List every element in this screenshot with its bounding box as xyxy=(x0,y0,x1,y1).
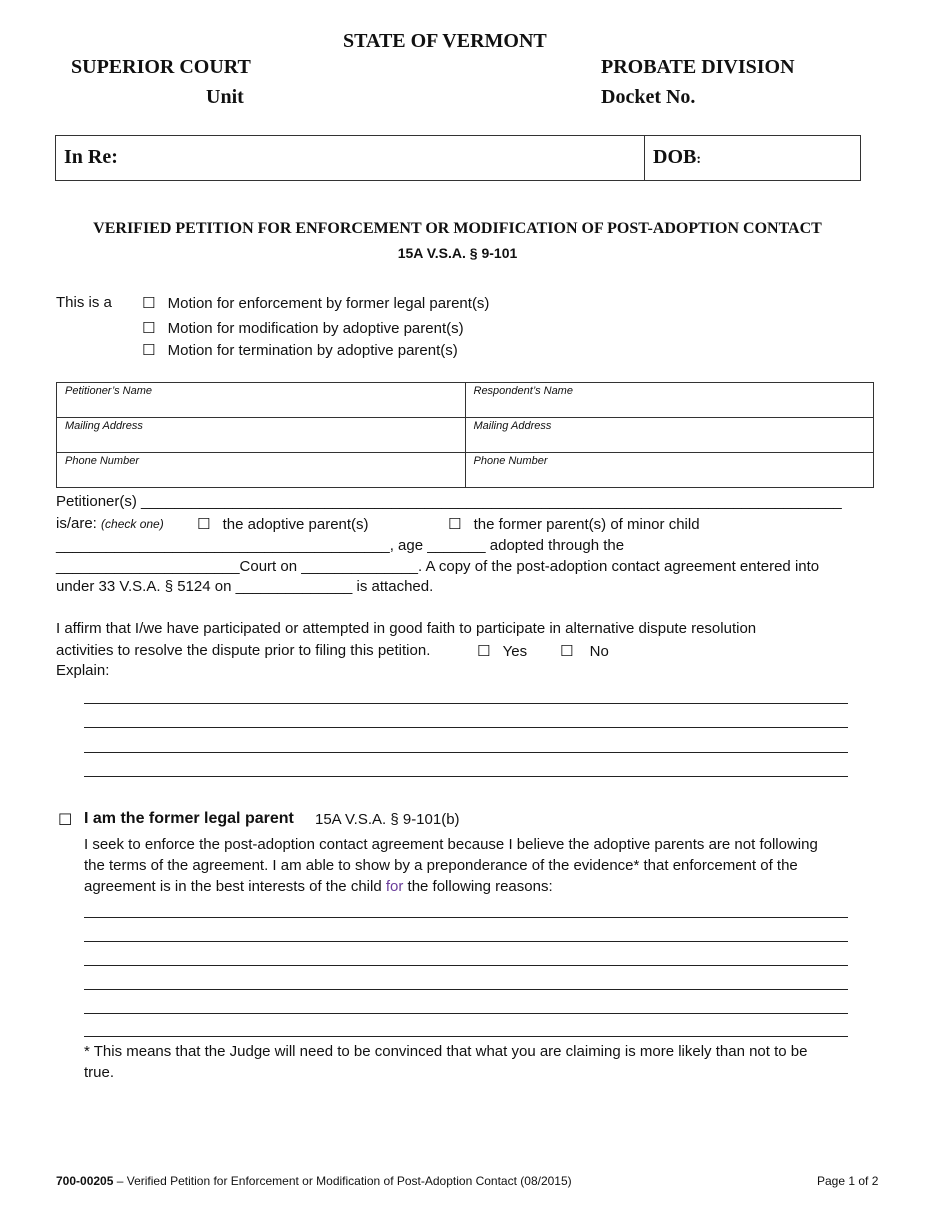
caption-box xyxy=(55,135,861,181)
motion-option-termination[interactable] xyxy=(142,341,458,359)
checkbox-icon[interactable]: ☐ xyxy=(142,319,156,337)
in-re-label: In Re: xyxy=(64,146,118,168)
para-text-for: for xyxy=(385,878,404,895)
motion-option-enforcement[interactable] xyxy=(142,294,489,312)
para-text: agreement is in the best interests of the child xyxy=(84,878,382,895)
reason-line[interactable] xyxy=(84,1036,848,1037)
form-title: – Verified Petition for Enforcement or Modification of Post-Adoption Contact (08/2015) xyxy=(113,1174,572,1188)
affirm-yes-option[interactable] xyxy=(477,642,527,660)
checkbox-icon[interactable]: ☐ xyxy=(142,294,156,312)
affirm-no-option[interactable] xyxy=(560,642,609,660)
yes-label: Yes xyxy=(502,643,528,660)
division-name: PROBATE DIVISION xyxy=(601,56,795,78)
docket-label: Docket No. xyxy=(601,86,696,108)
petitioner-name-field[interactable]: Petitioner’s Name xyxy=(57,383,466,418)
explain-label: Explain: xyxy=(56,662,110,679)
checkbox-icon[interactable]: ☐ xyxy=(142,341,156,359)
option-former-parent[interactable] xyxy=(448,515,700,533)
reason-line[interactable] xyxy=(84,965,848,966)
petitioner-phone-field[interactable]: Phone Number xyxy=(57,453,466,488)
no-label: No xyxy=(589,643,609,660)
unit-label: Unit xyxy=(206,86,244,108)
reason-line[interactable] xyxy=(84,989,848,990)
document-title: VERIFIED PETITION FOR ENFORCEMENT OR MODIFICATION OF POST-ADOPTION CONTACT xyxy=(93,220,822,237)
checkbox-icon[interactable]: ☐ xyxy=(477,642,491,660)
court-date-line[interactable]: ______________________Court on ______________. A copy of the post-adoption contact agreement entered into xyxy=(56,558,820,575)
motion-option-modification[interactable] xyxy=(142,319,464,337)
affirm-line-1: I affirm that I/we have participated or attempted in good faith to participate in alternative dispute resolution xyxy=(56,620,757,637)
motion-option-label: Motion for termination by adoptive parent(s) xyxy=(167,342,458,359)
is-are-label: is/are: xyxy=(56,515,97,532)
motion-lead: This is a xyxy=(56,294,112,311)
respondent-phone-field[interactable]: Phone Number xyxy=(465,453,874,488)
reason-line[interactable] xyxy=(84,941,848,942)
checkbox-icon[interactable]: ☐ xyxy=(58,810,73,829)
form-number: 700-00205 xyxy=(56,1174,114,1188)
dob-text: DOB xyxy=(653,146,697,168)
checkbox-icon[interactable]: ☐ xyxy=(560,642,574,660)
dob-colon: : xyxy=(696,152,702,167)
page-number: Page 1 of 2 xyxy=(817,1174,879,1188)
explain-line[interactable] xyxy=(84,752,848,753)
court-name: SUPERIOR COURT xyxy=(71,56,251,78)
explain-line[interactable] xyxy=(84,776,848,777)
para-text: the following reasons: xyxy=(407,878,553,895)
former-parent-para-2: the terms of the agreement. I am able to show by a preponderance of the evidence* that enforcement of the xyxy=(84,857,798,874)
footnote-line-1: * This means that the Judge will need to be convinced that what you are claiming is more likely than not to be xyxy=(84,1043,808,1060)
petitioner-line[interactable]: Petitioner(s) ____________________________________________________________________________________ xyxy=(56,493,842,510)
party-table xyxy=(56,382,874,488)
respondent-name-field[interactable]: Respondent’s Name xyxy=(465,383,874,418)
child-age-line[interactable]: ________________________________________, age _______ adopted through the xyxy=(56,537,625,554)
agreement-date-line[interactable]: under 33 V.S.A. § 5124 on ______________ is attached. xyxy=(56,578,434,595)
former-parent-checkbox[interactable] xyxy=(58,810,72,830)
document-statute: 15A V.S.A. § 9-101 xyxy=(397,245,518,261)
former-parent-heading: I am the former legal parent xyxy=(84,810,294,827)
reason-line[interactable] xyxy=(84,1013,848,1014)
explain-line[interactable] xyxy=(84,703,848,704)
petitioner-address-field[interactable]: Mailing Address xyxy=(57,418,466,453)
check-one-hint: (check one) xyxy=(101,517,164,531)
motion-option-label: Motion for enforcement by former legal parent(s) xyxy=(167,295,490,312)
option-label: the adoptive parent(s) xyxy=(222,516,369,533)
checkbox-icon[interactable]: ☐ xyxy=(197,515,211,533)
affirm-line-2: activities to resolve the dispute prior to filing this petition. xyxy=(56,642,431,659)
option-adoptive-parent[interactable] xyxy=(197,515,369,533)
motion-option-label: Motion for modification by adoptive parent(s) xyxy=(167,320,464,337)
caption-divider xyxy=(644,136,645,180)
footer-form-info xyxy=(56,1174,572,1188)
is-are-row xyxy=(56,515,164,532)
respondent-address-field[interactable]: Mailing Address xyxy=(465,418,874,453)
explain-line[interactable] xyxy=(84,727,848,728)
option-label: the former parent(s) of minor child xyxy=(473,516,700,533)
former-parent-para-3 xyxy=(84,878,553,895)
state-title: STATE OF VERMONT xyxy=(343,30,547,52)
reason-line[interactable] xyxy=(84,917,848,918)
footnote-line-2: true. xyxy=(84,1064,115,1081)
dob-label xyxy=(653,146,701,169)
checkbox-icon[interactable]: ☐ xyxy=(448,515,462,533)
former-parent-para-1: I seek to enforce the post-adoption contact agreement because I believe the adoptive parents are not following xyxy=(84,836,818,853)
former-parent-statute: 15A V.S.A. § 9-101(b) xyxy=(315,811,460,828)
